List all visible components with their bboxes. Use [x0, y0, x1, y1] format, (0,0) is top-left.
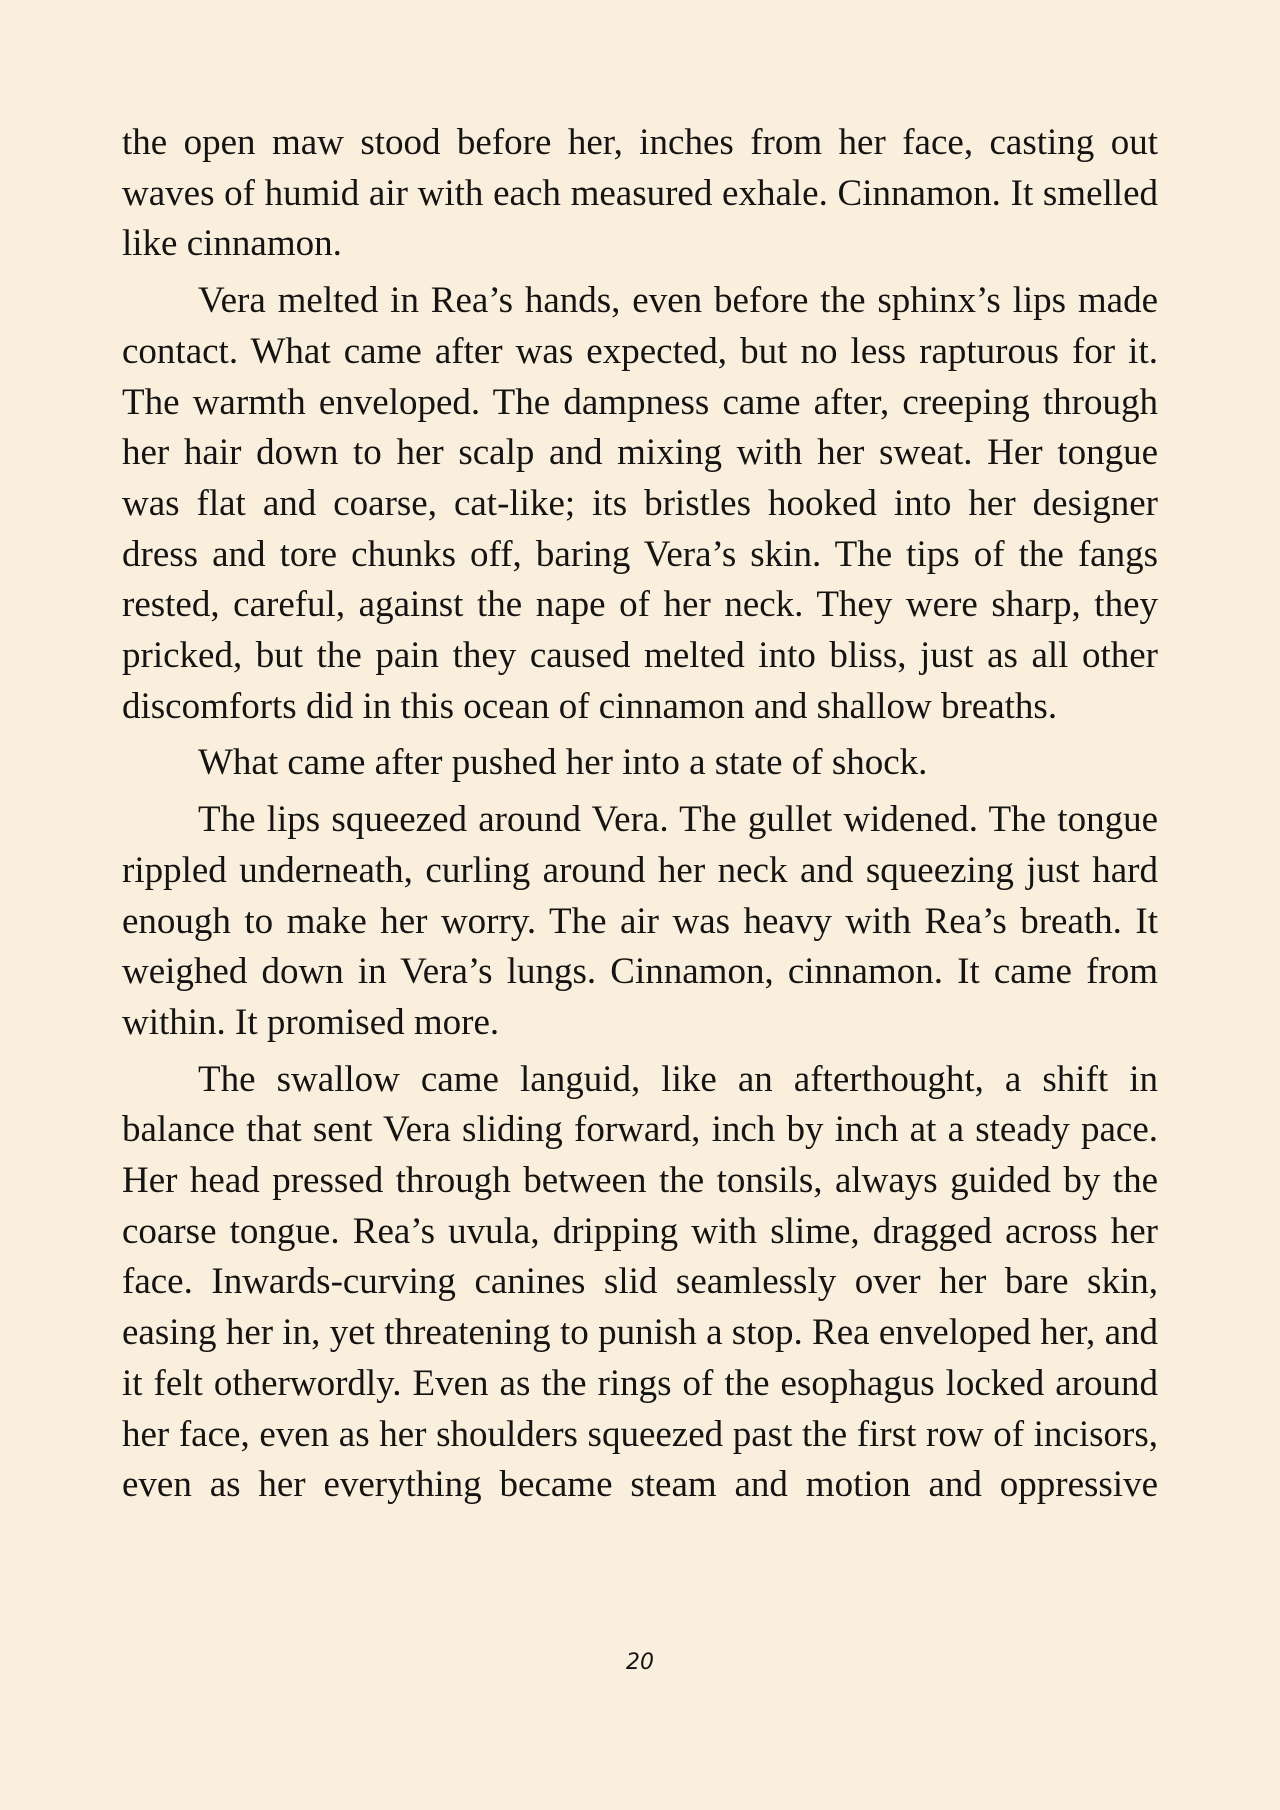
paragraph-5: The swallow came languid, like an afterthought, a shift in balance that sent Vera sliding forward, inch by inch at a steady pace. Her head pressed through between the tonsils, always guided by the coarse tongue. Rea’s uvula, dripping with slime, dragged across her face. Inwards-curving canines slid seamlessly over her bare skin, easing her in, yet threatening to punish a stop. Rea enveloped her, and it felt otherwordly. Even as the rings of the esophagus locked around her face, even as her shoulders squeezed past the first row of incisors, even as her everything became steam and motion and oppressive	[122, 1058, 1158, 1506]
body-text	[122, 118, 1158, 1517]
paragraph-1: the open maw stood before her, inches from her face, casting out waves of humid air with each measured exhale. Cinnamon. It smelled like cinnamon.	[122, 122, 1158, 265]
paragraph-2: Vera melted in Rea’s hands, even before the sphinx’s lips made contact. What came after was expected, but no less rapturous for it. The warmth enveloped. The dampness came after, creeping through her hair down to her scalp and mixing with her sweat. Her tongue was flat and coarse, cat-like; its bristles hooked into her designer dress and tore chunks off, baring Vera’s skin. The tips of the fangs rested, careful, against the nape of her neck. They were sharp, they pricked, but the pain they caused melted into bliss, just as all other discomforts did in this ocean of cinnamon and shallow breaths.	[122, 280, 1158, 727]
paragraph-3: What came after pushed her into a state of shock.	[198, 742, 928, 784]
paragraph-4: The lips squeezed around Vera. The gullet widened. The tongue rippled underneath, curling around her neck and squeezing just hard enough to make her worry. The air was heavy with Rea’s breath. It weighed down in Vera’s lungs. Cinnamon, cinnamon. It came from within. It promised more.	[122, 799, 1158, 1043]
page-number: 20	[626, 1650, 654, 1675]
